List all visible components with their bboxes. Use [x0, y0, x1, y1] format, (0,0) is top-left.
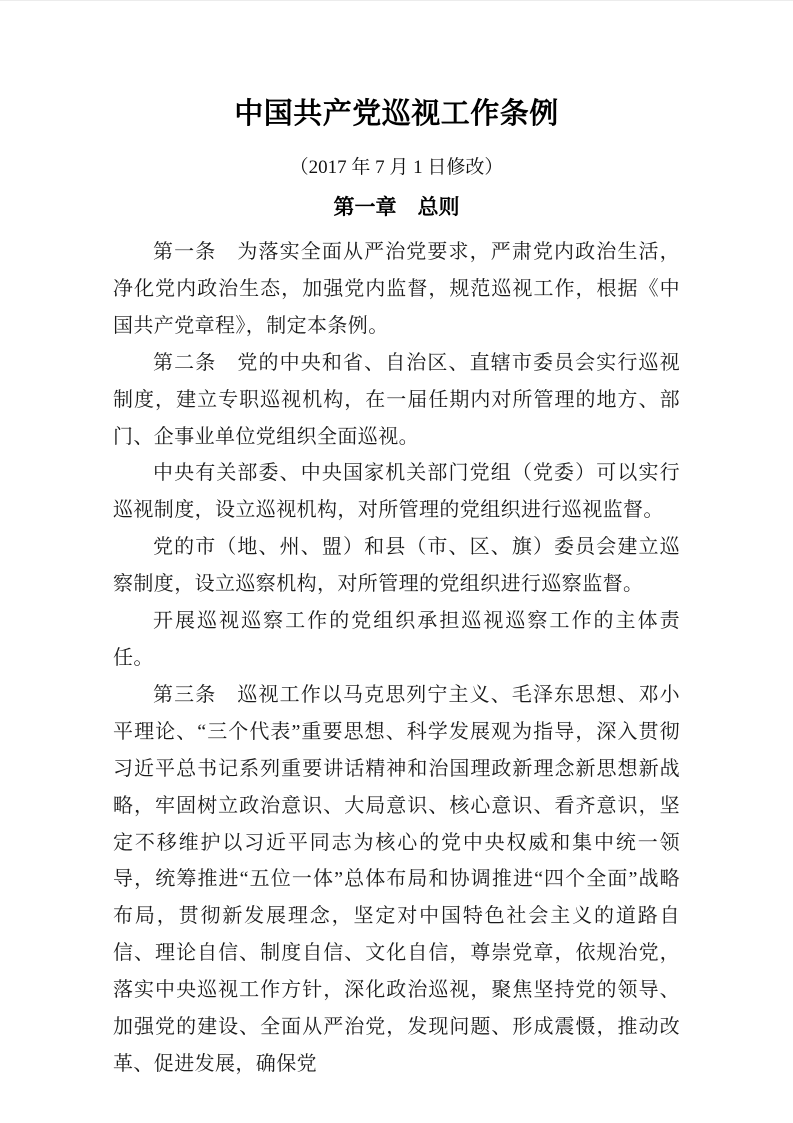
- chapter-heading: 第一章 总则: [333, 195, 460, 219]
- paragraph: 第三条 巡视工作以马克思列宁主义、毛泽东思想、邓小平理论、“三个代表”重要思想、科学发展观为指导，深入贯彻习近平总书记系列重要讲话精神和治国理政新理念新思想新战略，牢固树立政治意识、大局意识、核心意识、看齐意识，坚定不移维护以习近平同志为核心的党中央权威和集中统一领导，统筹推进“五位一体”总体布局和协调推进“四个全面”战略布局，贯彻新发展理念，坚定对中国特色社会主义的道路自信、理论自信、制度自信、文化自信，尊崇党章，依规治党，落实中央巡视工作方针，深化政治巡视，聚焦坚持党的领导、加强党的建设、全面从严治党，发现问题、形成震慑，推动改革、促进发展，确保党: [113, 683, 680, 1075]
- document-title: 中国共产党巡视工作条例: [234, 98, 559, 130]
- document-page: [0, 1, 793, 1123]
- revision-note: （2017 年 7 月 1 日修改）: [289, 157, 504, 178]
- paragraph: 开展巡视巡察工作的党组织承担巡视巡察工作的主体责任。: [113, 610, 680, 669]
- paragraph: 第一条 为落实全面从严治党要求，严肃党内政治生活，净化党内政治生态，加强党内监督，规范巡视工作，根据《中国共产党章程》，制定本条例。: [113, 241, 680, 337]
- paragraph: 第二条 党的中央和省、自治区、直辖市委员会实行巡视制度，建立专职巡视机构，在一届任期内对所管理的地方、部门、企事业单位党组织全面巡视。: [113, 351, 680, 448]
- paragraph: 中央有关部委、中央国家机关部门党组（党委）可以实行巡视制度，设立巡视机构，对所管理的党组织进行巡视监督。: [113, 462, 680, 522]
- document-body: [113, 234, 680, 1083]
- paragraph: 党的市（地、州、盟）和县（市、区、旗）委员会建立巡察制度，设立巡察机构，对所管理的党组织进行巡察监督。: [113, 536, 680, 596]
